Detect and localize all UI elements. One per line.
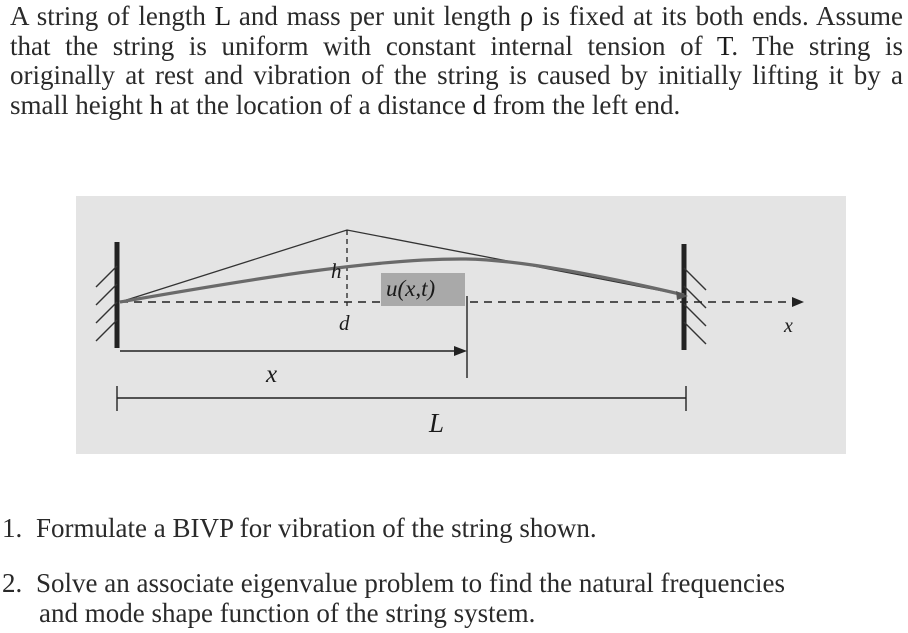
- symbol-rho: ρ: [519, 1, 534, 31]
- task-1: [2, 513, 597, 543]
- task-2: [2, 568, 785, 628]
- task-1-text: Formulate a BIVP for vibration of the string shown.: [36, 513, 597, 543]
- label-h: h: [331, 259, 342, 283]
- problem-text-4: . The string is originally at rest and vibration of the string is caused by initially lifting it by a small height: [10, 30, 903, 120]
- problem-statement: [10, 2, 903, 120]
- label-L: L: [429, 408, 445, 438]
- label-x-axis: x: [784, 315, 793, 337]
- string-diagram-svg: [76, 196, 846, 454]
- label-d: d: [339, 311, 350, 335]
- symbol-L: L: [214, 1, 231, 31]
- symbol-d: d: [472, 89, 487, 120]
- diagram-background: [76, 196, 846, 454]
- string-diagram: [76, 196, 846, 454]
- task-2-line-2: and mode shape function of the string system.: [39, 598, 536, 628]
- problem-text-3: is fixed at its both ends. Assume that the string is uniform with constant internal tension of: [10, 1, 903, 61]
- problem-text-1: A string of length: [10, 1, 215, 31]
- problem-text-5: at the location of a distance: [162, 89, 473, 120]
- problem-text-2: and mass per unit length: [230, 1, 520, 31]
- task-2-number: 2.: [2, 568, 23, 598]
- label-u: u(x,t): [386, 276, 436, 301]
- label-x-arrow: x: [266, 361, 278, 388]
- task-2-line-1: Solve an associate eigenvalue problem to find the natural frequencies: [36, 568, 785, 598]
- symbol-T: T: [716, 30, 732, 61]
- task-1-number: 1.: [2, 513, 23, 543]
- problem-text-6: from the left end.: [486, 89, 681, 120]
- symbol-h: h: [149, 89, 163, 120]
